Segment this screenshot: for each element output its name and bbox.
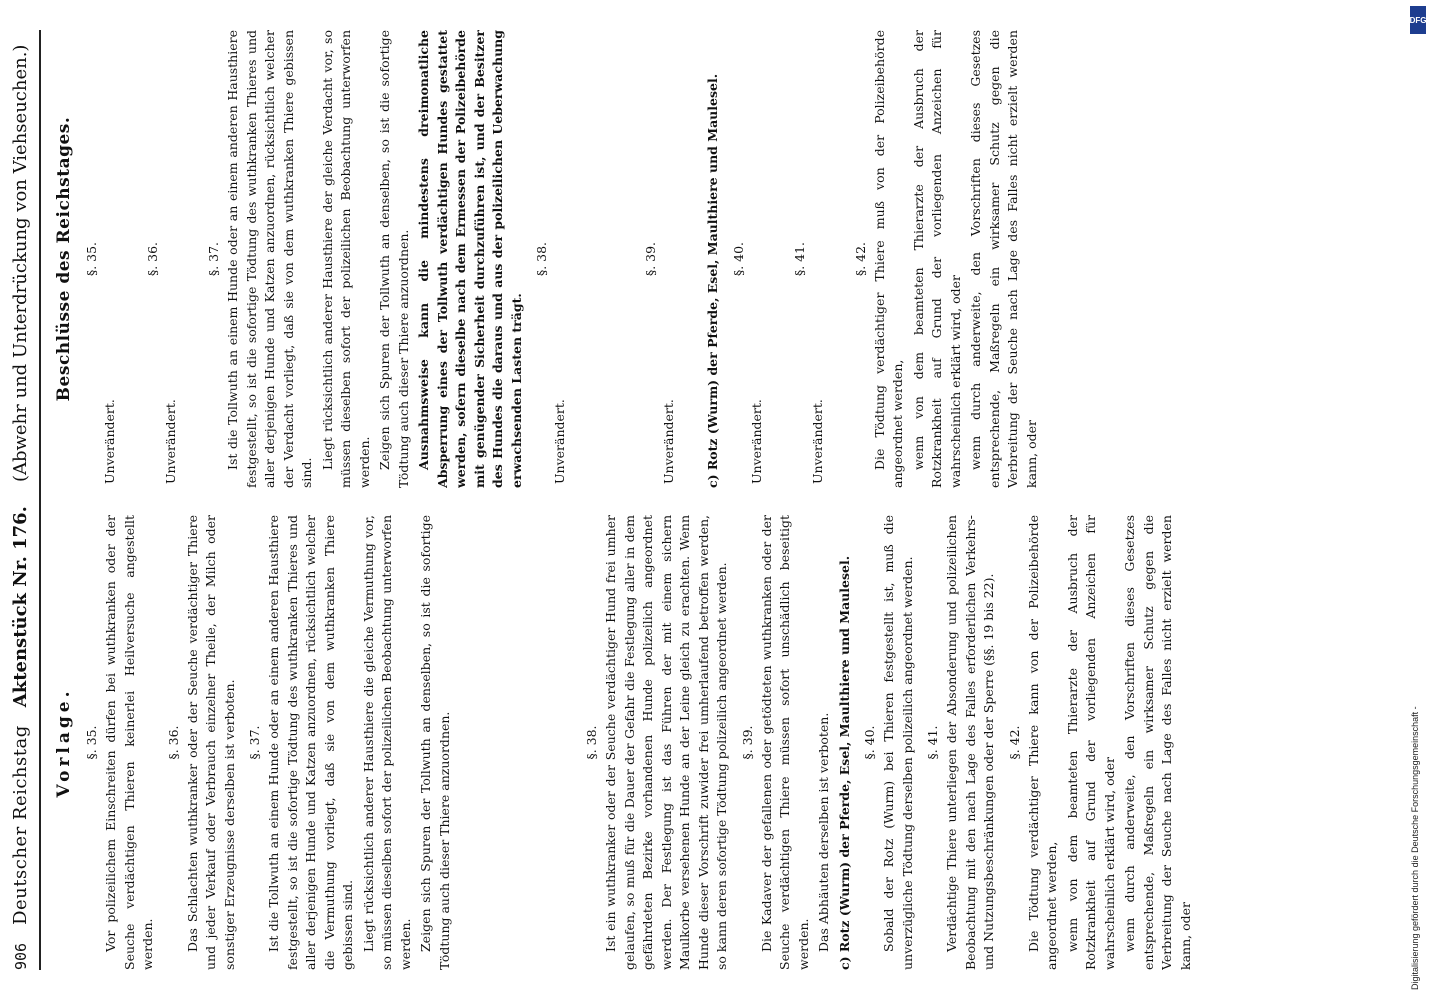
digitization-credit <box>1402 0 1432 1000</box>
section-text: Die Tödtung verdächtiger Thiere kann von der Polizeibehörde angeordnet werden, <box>1025 515 1059 970</box>
section-text-amendment: Ausnahmsweise kann die mindestens dreimonatliche Absperrung eines der Tollwuth verdächtigen Hundes gestattet werden, sofern dieselbe nach dem Ermessen der Polizeibehörde mit genügender Sicherheit durchzuführen ist, und der Besitzer des Hundes die daraus und aus der polizeilichen Ueberwachung erwachsenden Lasten trägt. <box>416 30 524 488</box>
unchanged-label: Unverändert. <box>748 399 764 484</box>
running-head <box>10 30 41 970</box>
section-number: §. 35. <box>84 725 99 760</box>
section-number: §. 36. <box>145 241 160 277</box>
subheading: c) Rotz (Wurm) der Pferde, Esel, Maulthiere und Maulesel. <box>705 73 720 488</box>
two-column-body <box>50 30 1390 970</box>
section-number: §. 42. <box>852 241 868 277</box>
digitization-credit-text: Digitalisierung gefördert durch die Deutsche Forschungsgemeinschaft - <box>1410 706 1420 990</box>
page-number: 906 <box>12 942 30 970</box>
publication-title: Deutscher Reichstag <box>10 725 31 925</box>
section-text: wenn von dem beamteten Thierarzte der Ausbruch der Rotzkrankheit auf Grund der vorliegenden Anzeichen für wahrscheinlich erklärt wird, oder <box>1064 515 1117 970</box>
section-text: Das Schlachten wuthkranker oder der Seuche verdächtiger Thiere und jeder Verkauf oder Verbrauch einzelner Theile, der Milch oder sonstiger Erzeugnisse derselben ist verboten. <box>184 515 237 970</box>
section-number: §. 39. <box>739 725 755 760</box>
section-text: Sobald der Rotz (Wurm) bei Thieren festgestellt ist, muß die unverzügliche Tödtung derselben polizeilich angeordnet werden. <box>881 515 915 970</box>
section-text: Die Kadaver der gefallenen oder getödteten wuthkranken oder der Seuche verdächtigen Thiere müssen sofort unschädlich beseitigt werden. <box>758 515 811 970</box>
column-gap <box>595 30 635 488</box>
section-number: §. 40. <box>730 241 746 277</box>
section-number: §. 38. <box>584 725 599 760</box>
unchanged-label: Unverändert. <box>102 399 117 484</box>
section-number: §. 41. <box>925 725 940 760</box>
section-text: wenn von dem beamteten Thierarzte der Ausbruch der Rotzkrankheit auf Grund der vorliegenden Anzeichen für wahrscheinlich erklärt wird, oder <box>910 30 963 488</box>
section-text: wenn durch anderweite, den Vorschriften dieses Gesetzes entsprechende, Maßregeln ein wirksamer Schutz gegen die Verbreitung der Seuche nach Lage des Falles nicht erzielt werden kann, oder <box>968 30 1039 488</box>
document-page <box>10 30 1390 970</box>
subheading: c) Rotz (Wurm) der Pferde, Esel, Maulthiere und Maulesel. <box>836 555 852 970</box>
unchanged-label: Unverändert. <box>163 399 178 484</box>
right-column <box>50 30 1390 488</box>
section-text: Zeigen sich Spuren der Tollwuth an denselben, so ist die sofortige Tödtung auch dieser Thiere anzuordnen. <box>418 515 452 970</box>
unchanged-label: Unverändert. <box>661 399 676 484</box>
section-text: Liegt rücksichtlich anderer Hausthiere der gleiche Verdacht vor, so müssen dieselben sofort der polizeilichen Beobachtung unterworfen werden. <box>319 30 372 488</box>
document-topic: (Abwehr und Unterdrückung von Viehseuchen.) <box>10 44 31 483</box>
section-text: Ist ein wuthkranker oder der Seuche verdächtiger Hund frei umher gelaufen, so muß für die Dauer der Gefahr die Festlegung aller in dem gefährdeten Bezirke vorhandenen Hunde polizeilich angeordnet werden. Der Festlegung ist das Führen der mit einem sichern Maulkorbe versehenen Hunde an der Leine gleich zu erachten. Wenn Hunde dieser Vorschrift zuwider frei umherlaufend betroffen werden, so kann deren sofortige Tödtung polizeilich angeordnet werden. <box>603 515 729 970</box>
dfg-logo: DFG <box>1410 6 1426 34</box>
unchanged-label: Unverändert. <box>809 399 825 484</box>
section-number: §. 42. <box>1006 725 1022 760</box>
section-number: §. 40. <box>862 725 877 760</box>
section-text: Vor polizeilichem Einschreiten dürfen bei wuthkranken oder der Seuche verdächtigen Thieren keinerlei Heilversuche angestellt werden. <box>103 515 155 970</box>
section-number: §. 37. <box>206 241 221 277</box>
section-number: §. 36. <box>165 725 181 760</box>
section-number: §. 37. <box>247 725 262 760</box>
unchanged-label: Unverändert. <box>552 399 567 484</box>
section-number: §. 39. <box>643 241 658 277</box>
section-text: Die Tödtung verdächtiger Thiere muß von der Polizeibehörde angeordnet werden, <box>871 30 905 488</box>
section-text: Zeigen sich Spuren der Tollwuth an denselben, so ist die sofortige Tödtung auch dieser Thiere anzuordnen. <box>377 30 411 488</box>
document-number: Aktenstück Nr. 176. <box>10 506 31 708</box>
left-column <box>50 515 1390 970</box>
section-number: §. 41. <box>791 241 807 277</box>
section-text: Ist die Tollwuth an einem Hunde oder an einem anderen Hausthiere festgestellt, so ist die sofortige Tödtung des wuthkranken Thieres und aller derjenigen Hunde und Katzen anzuordnen, rücksichtlich welcher die Vermuthung vorliegt, daß sie von dem wuthkranken Thiere gebissen sind. <box>266 515 355 970</box>
column-gap <box>456 515 576 970</box>
right-column-title: Beschlüsse des Reichstages. <box>54 116 74 402</box>
section-text: Liegt rücksichtlich anderer Hausthiere die gleiche Vermuthung vor, so müssen dieselben sofort der polizeilichen Beobachtung unterworfen werden. <box>360 515 413 970</box>
left-column-title: Vorlage. <box>54 687 74 798</box>
section-text: Ist die Tollwuth an einem Hunde oder an einem anderen Hausthiere festgestellt, so ist die sofortige Tödtung des wuthkranken Thieres und aller derjenigen Hunde und Katzen anzuordnen, rücksichtlich welcher der Verdacht vorliegt, daß sie von dem wuthkranken Thiere gebissen sind. <box>225 30 314 488</box>
section-number: §. 38. <box>534 241 549 277</box>
section-text: wenn durch anderweite, den Vorschriften dieses Gesetzes entsprechende, Maßregeln ein wirksamer Schutz gegen die Verbreitung der Seuche nach Lage des Falles nicht erzielt werden kann, oder <box>1122 515 1193 970</box>
section-number: §. 35. <box>84 241 99 277</box>
section-text: Das Abhäuten derselben ist verboten. <box>816 712 831 952</box>
section-text: Verdächtige Thiere unterliegen der Absonderung und polizeilichen Beobachtung mit den nach Lage des Falles erforderlichen Verkehrs- und Nutzungsbeschränkungen oder der Sperre (§§. 19 bis 22). <box>944 515 996 970</box>
